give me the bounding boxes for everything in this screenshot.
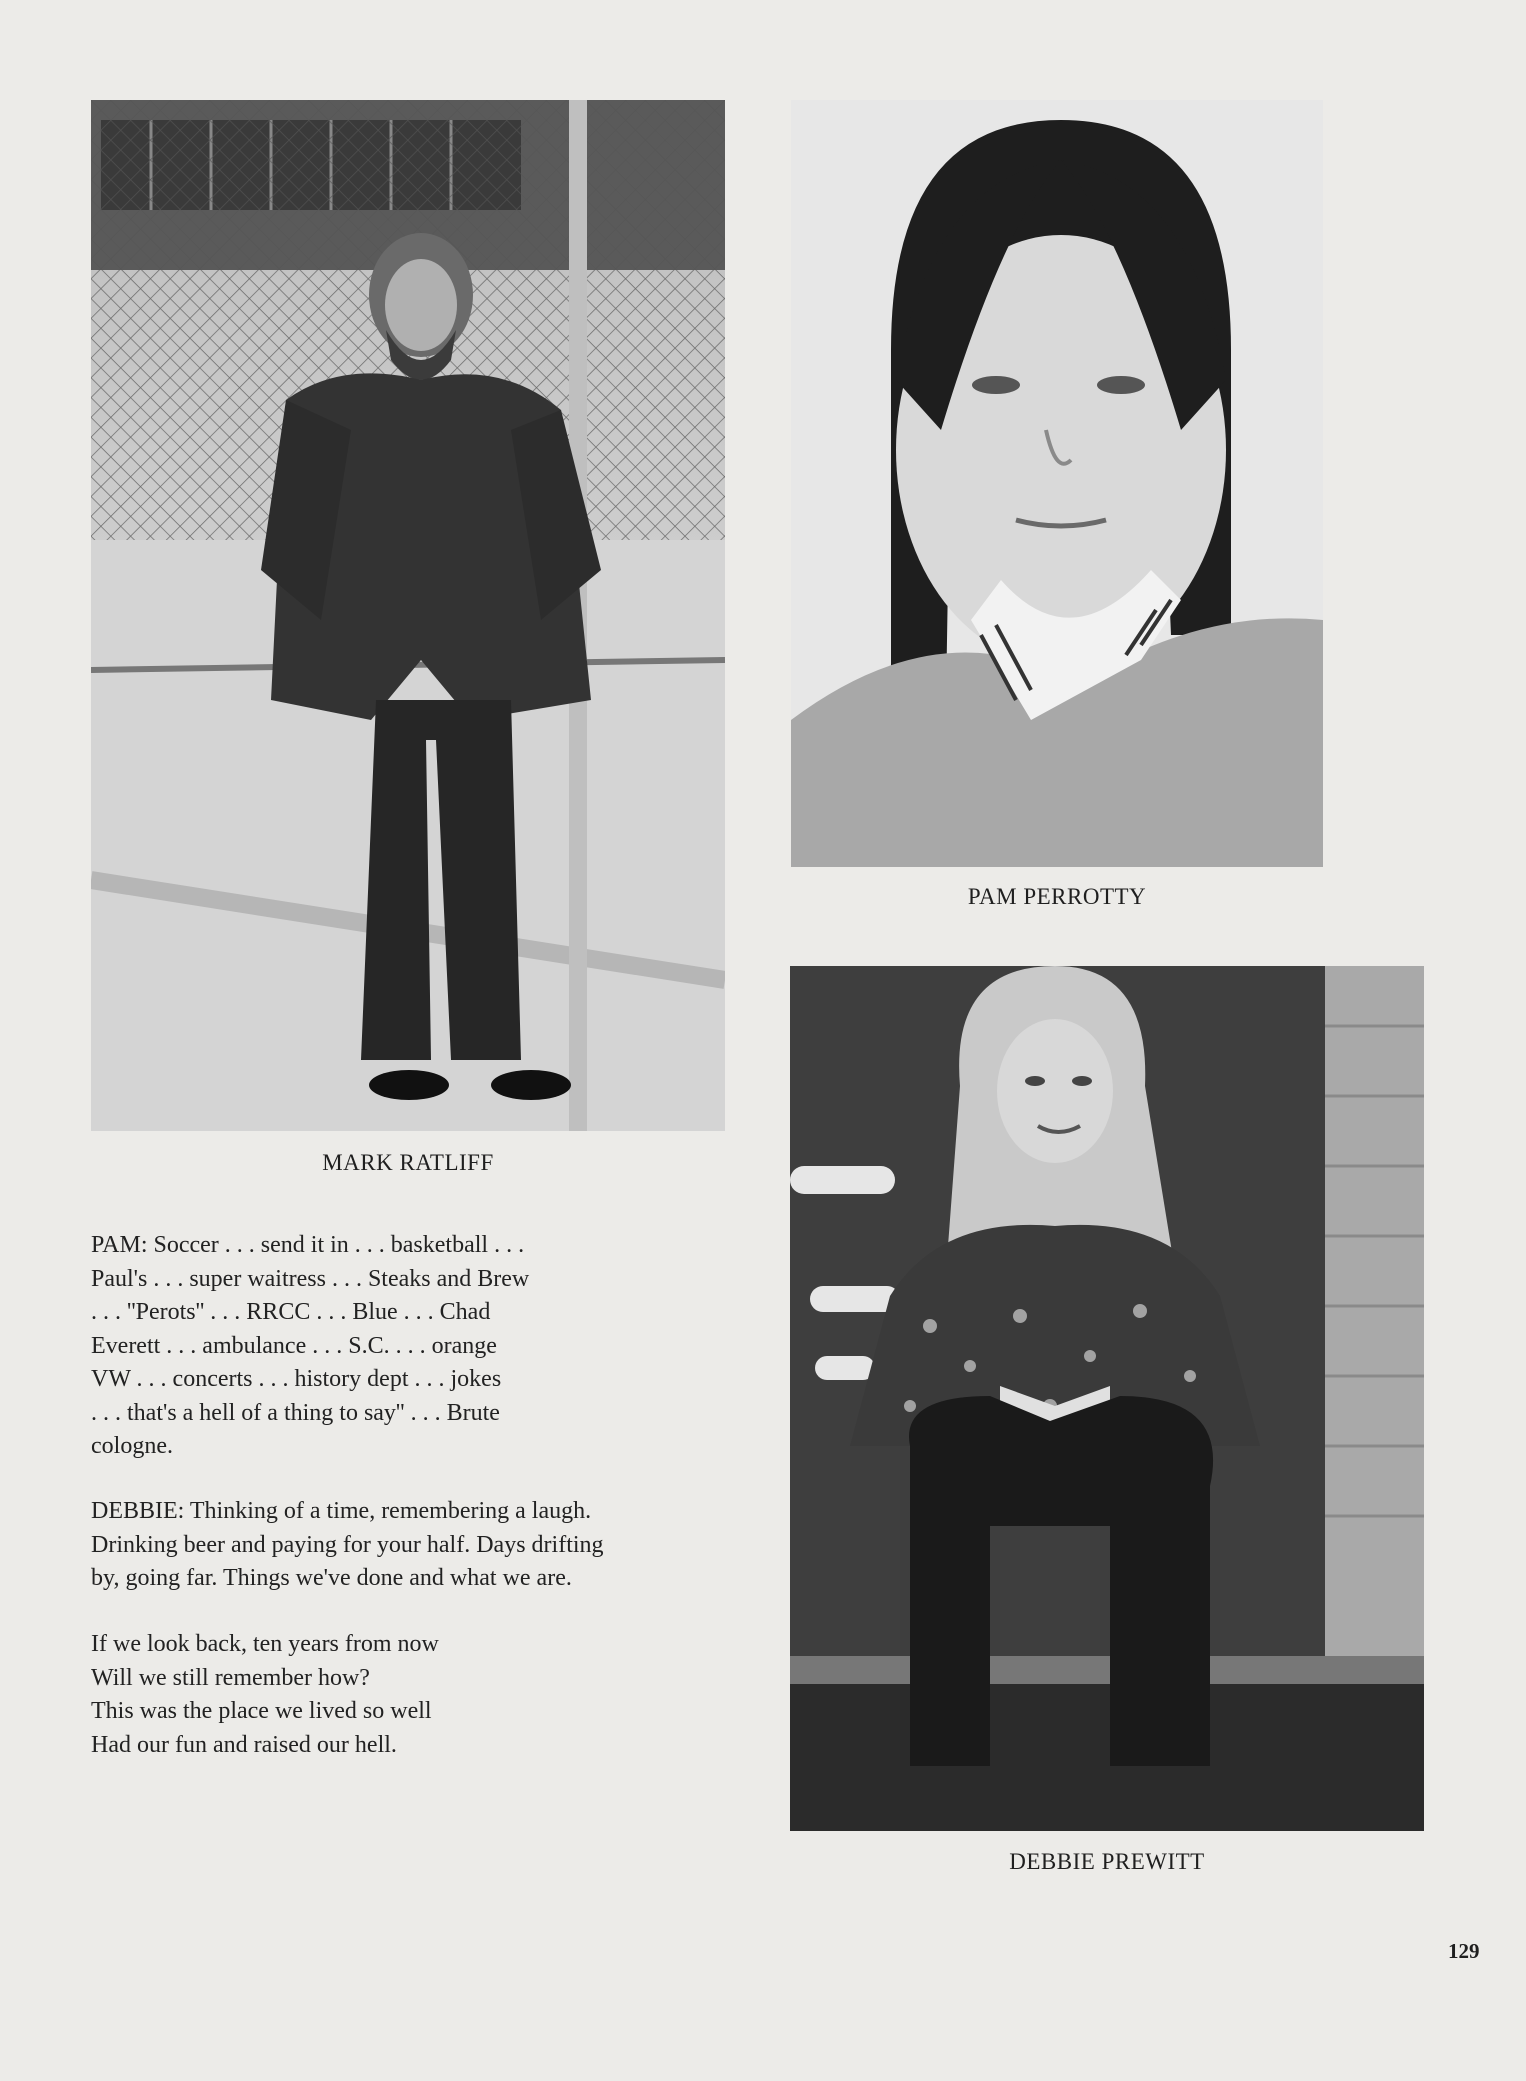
mark-ratliff-photo xyxy=(91,100,725,1131)
debbie-prewitt-caption: DEBBIE PREWITT xyxy=(1009,1849,1205,1874)
debbie-writeup-line: DEBBIE: Thinking of a time, remembering a laugh. xyxy=(91,1498,592,1524)
page-number: 129 xyxy=(1448,1939,1480,1963)
debbie-writeup xyxy=(91,1495,731,1596)
poem-line: Had our fun and raised our hell. xyxy=(91,1731,397,1758)
pam-writeup-line: Everett . . . ambulance . . . S.C. . . . orange xyxy=(91,1332,497,1359)
pam-writeup-line: . . . that's a hell of a thing to say'' . . . Brute xyxy=(91,1399,500,1426)
pam-writeup-line: PAM: Soccer . . . send it in . . . basketball . . . xyxy=(91,1232,525,1258)
pam-writeup-line: cologne. xyxy=(91,1433,173,1459)
mark-ratliff-caption: MARK RATLIFF xyxy=(322,1150,494,1175)
pam-writeup xyxy=(91,1229,731,1464)
debbie-prewitt-photo xyxy=(790,966,1424,1831)
pam-writeup-line: VW . . . concerts . . . history dept . . . jokes xyxy=(91,1366,502,1392)
poem-line: This was the place we lived so well xyxy=(91,1698,432,1724)
debbie-writeup-line: by, going far. Things we've done and what we are. xyxy=(91,1565,572,1591)
poem-line: Will we still remember how? xyxy=(91,1664,370,1691)
poem-line: If we look back, ten years from now xyxy=(91,1631,439,1657)
poem xyxy=(91,1628,731,1762)
pam-perrotty-caption: PAM PERROTTY xyxy=(967,884,1147,909)
pam-perrotty-photo xyxy=(791,100,1323,867)
debbie-writeup-line: Drinking beer and paying for your half. Days drifting xyxy=(91,1531,604,1558)
pam-writeup-line: . . . ''Perots'' . . . RRCC . . . Blue . . . Chad xyxy=(91,1299,491,1325)
pam-writeup-line: Paul's . . . super waitress . . . Steaks and Brew xyxy=(91,1265,530,1292)
